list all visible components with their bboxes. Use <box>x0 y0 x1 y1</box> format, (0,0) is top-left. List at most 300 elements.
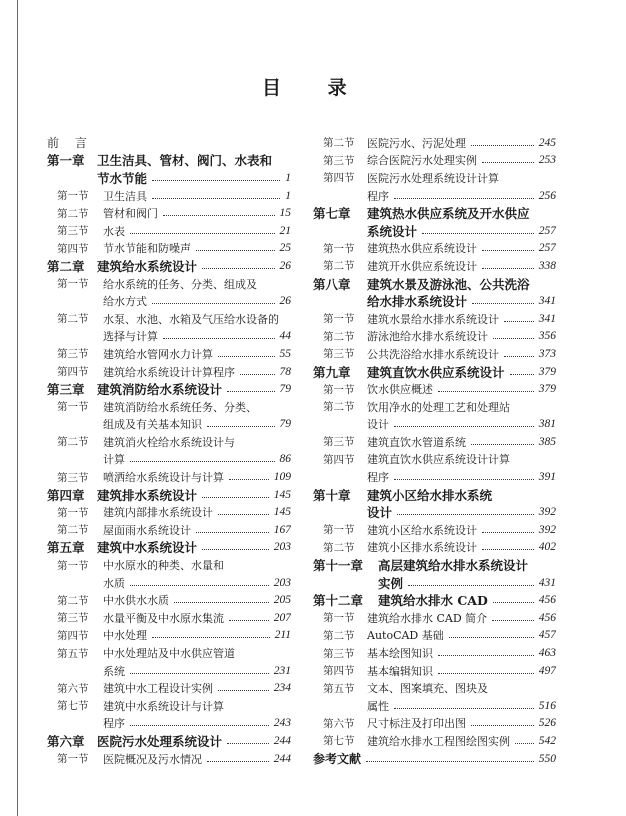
toc-line <box>313 222 556 240</box>
entry-title: 医院污水处理系统设计 <box>97 733 223 749</box>
toc-section-entry <box>313 169 556 204</box>
entry-title: 建筑水景及游泳池、公共洗浴 <box>367 276 530 292</box>
chapter-number: 第四章 <box>47 487 85 503</box>
toc-line <box>47 257 291 275</box>
toc-line <box>313 679 556 697</box>
toc-line <box>47 697 291 715</box>
entry-title: 医院污水处理系统设计计算 <box>367 171 499 185</box>
page-number: 203 <box>273 576 291 589</box>
toc-section-entry <box>47 521 291 539</box>
dot-leader <box>471 145 534 146</box>
toc-line <box>313 257 556 275</box>
page-number: 26 <box>279 295 291 308</box>
page-number: 381 <box>538 418 556 431</box>
chapter-number: 第十章 <box>313 487 351 503</box>
entry-title: 高层建筑给水排水系统设计 <box>378 558 529 574</box>
section-number: 第一节 <box>57 278 89 291</box>
toc-line <box>313 187 556 205</box>
toc-line <box>313 627 556 645</box>
dot-leader <box>202 549 269 550</box>
toc-chapter-entry <box>313 556 556 591</box>
page-number: 402 <box>538 541 556 554</box>
toc-line <box>47 627 291 645</box>
entry-title: 屋面雨水系统设计 <box>103 523 191 537</box>
dot-leader <box>229 479 269 480</box>
dot-leader <box>229 620 269 621</box>
toc-section-entry <box>313 539 556 557</box>
section-number: 第四节 <box>323 665 355 678</box>
page-number: 1 <box>285 171 291 184</box>
toc-column <box>313 134 556 767</box>
dot-leader <box>422 233 534 234</box>
toc-section-entry <box>313 345 556 363</box>
section-number: 第三节 <box>57 471 89 484</box>
entry-title: 建筑直饮水管道系统 <box>367 435 466 449</box>
dot-leader <box>438 655 534 656</box>
toc-line <box>313 732 556 750</box>
chapter-number: 第八章 <box>313 276 351 292</box>
dot-leader <box>202 268 274 269</box>
toc-section-entry <box>313 715 556 733</box>
dot-leader <box>504 356 534 357</box>
page-number: 391 <box>538 471 556 484</box>
page-number: 456 <box>538 594 556 607</box>
dot-leader <box>152 180 280 181</box>
toc-section-entry <box>313 134 556 152</box>
toc-line <box>313 134 556 152</box>
toc-section-entry <box>313 732 556 750</box>
toc-section-entry <box>47 644 291 679</box>
entry-title: 尺寸标注及打印出图 <box>367 717 466 731</box>
dot-leader <box>152 637 270 638</box>
page-number: 341 <box>538 312 556 325</box>
section-number: 第七节 <box>323 735 355 748</box>
dot-leader <box>482 268 534 269</box>
toc-line <box>47 662 291 680</box>
entry-title: AutoCAD 基础 <box>367 629 444 643</box>
entry-title: 设计 <box>367 505 393 521</box>
page-number: 1 <box>285 189 291 202</box>
dot-leader <box>397 514 534 515</box>
entry-title: 医院污水、污泥处理 <box>367 136 466 150</box>
scan-edge-line <box>17 0 18 816</box>
page-number: 356 <box>538 330 556 343</box>
toc-line <box>313 345 556 363</box>
toc-line <box>47 556 291 574</box>
page-number: 44 <box>279 330 291 343</box>
page-number: 205 <box>273 594 291 607</box>
entry-title: 系统 <box>103 664 125 678</box>
entry-title: 水表 <box>103 224 125 238</box>
toc-section-entry <box>313 521 556 539</box>
toc-line <box>47 292 291 310</box>
toc-line <box>47 574 291 592</box>
toc-line <box>47 433 291 451</box>
section-number: 第一节 <box>57 506 89 519</box>
toc-section-entry <box>313 662 556 680</box>
dot-leader <box>394 479 534 480</box>
toc-line <box>313 609 556 627</box>
toc-section-entry <box>47 310 291 345</box>
entry-title: 建筑消火栓给水系统设计与 <box>103 435 235 449</box>
toc-line <box>47 732 291 750</box>
dot-leader <box>438 391 534 392</box>
toc-line <box>313 416 556 434</box>
toc-chapter-entry <box>47 380 291 398</box>
dot-leader <box>130 585 269 586</box>
section-number: 第四节 <box>57 366 89 379</box>
toc-line <box>313 433 556 451</box>
page-number: 55 <box>279 347 291 360</box>
dot-leader <box>152 303 275 304</box>
section-number: 第三节 <box>57 612 89 625</box>
entry-title: 中水供水水质 <box>103 594 169 608</box>
section-number: 第五节 <box>323 682 355 695</box>
toc-chapter-entry <box>47 539 291 557</box>
dot-leader <box>493 602 534 603</box>
front-matter-label: 前 言 <box>47 136 93 151</box>
section-number: 第三节 <box>323 647 355 660</box>
entry-title: 建筑小区给水系统设计 <box>367 523 477 537</box>
entry-title: 公共洗浴给水排水系统设计 <box>367 347 499 361</box>
toc-line <box>313 503 556 521</box>
section-number: 第一节 <box>57 559 89 572</box>
dot-leader <box>366 761 534 762</box>
entry-title: 建筑内部排水系统设计 <box>103 506 213 520</box>
dot-leader <box>130 233 275 234</box>
toc-line <box>313 486 556 504</box>
dot-leader <box>218 690 269 691</box>
toc-line <box>47 169 291 187</box>
toc-line <box>313 310 556 328</box>
entry-title: 建筑热水供应系统及开水供应 <box>367 206 530 222</box>
section-number: 第三节 <box>323 154 355 167</box>
chapter-number: 第十一章 <box>313 558 364 574</box>
section-number: 第三节 <box>323 436 355 449</box>
section-number: 第六节 <box>57 682 89 695</box>
page-number: 145 <box>273 506 291 519</box>
toc-line <box>313 662 556 680</box>
toc-section-entry <box>313 644 556 662</box>
dot-leader <box>163 215 275 216</box>
entry-title: 中水处理 <box>103 629 147 643</box>
chapter-number: 第六章 <box>47 733 85 749</box>
dot-leader <box>492 620 534 621</box>
dot-leader <box>218 514 269 515</box>
page-number: 78 <box>279 365 291 378</box>
toc-line <box>313 275 556 293</box>
page-number: 338 <box>538 259 556 272</box>
toc-line <box>313 750 556 768</box>
page-number: 392 <box>538 523 556 536</box>
toc-chapter-entry <box>47 257 291 275</box>
toc-line <box>47 503 291 521</box>
entry-title: 建筑排水系统设计 <box>97 487 198 503</box>
section-number: 第二节 <box>57 436 89 449</box>
toc-line <box>47 152 291 170</box>
dot-leader <box>471 725 534 726</box>
chapter-number: 第十二章 <box>313 593 364 609</box>
entry-title: 建筑中水系统设计与计算 <box>103 699 224 713</box>
section-number: 第三节 <box>57 348 89 361</box>
toc-line <box>313 152 556 170</box>
entry-title: 喷洒给水系统设计与计算 <box>103 471 224 485</box>
entry-title: 选择与计算 <box>103 330 158 344</box>
toc-line <box>313 398 556 416</box>
section-number: 第二节 <box>323 401 355 414</box>
page-number: 379 <box>538 383 556 396</box>
entry-title: 建筑直饮水供应系统设计 <box>367 364 505 380</box>
dot-leader <box>493 338 534 339</box>
section-number: 第一节 <box>323 313 355 326</box>
page-number: 542 <box>538 734 556 747</box>
entry-title: 基本绘图知识 <box>367 647 433 661</box>
entry-title: 建筑消防给水系统设计 <box>97 382 223 398</box>
toc-section-entry <box>313 398 556 433</box>
entry-title: 节水节能和防噪声 <box>103 242 191 256</box>
entry-title: 中水原水的种类、水量和 <box>103 559 224 573</box>
references-label: 参考文献 <box>313 752 362 767</box>
entry-title: 水量平衡及中水原水集流 <box>103 611 224 625</box>
entry-title: 水泵、水池、水箱及气压给水设备的 <box>103 312 279 326</box>
dot-leader <box>152 198 280 199</box>
dot-leader <box>482 532 534 533</box>
toc-chapter-entry <box>313 486 556 521</box>
dot-leader <box>207 426 275 427</box>
page-number: 516 <box>538 699 556 712</box>
section-number: 第二节 <box>57 313 89 326</box>
toc-section-entry <box>47 556 291 591</box>
chapter-number: 第九章 <box>313 364 351 380</box>
toc-section-entry <box>313 257 556 275</box>
toc-chapter-entry <box>313 204 556 239</box>
toc-section-entry <box>313 152 556 170</box>
page-number: 26 <box>279 259 291 272</box>
entry-title: 综合医院污水处理实例 <box>367 154 477 168</box>
section-number: 第一节 <box>57 753 89 766</box>
toc-section-entry <box>47 591 291 609</box>
page-number: 109 <box>273 471 291 484</box>
dot-leader <box>174 602 269 603</box>
dot-leader <box>482 162 534 163</box>
entry-title: 系统设计 <box>367 223 418 239</box>
page-number: 341 <box>538 295 556 308</box>
page-number: 550 <box>538 752 556 765</box>
entry-title: 属性 <box>367 699 389 713</box>
section-number: 第四节 <box>57 629 89 642</box>
toc-section-entry <box>313 380 556 398</box>
entry-title: 水质 <box>103 576 125 590</box>
entry-title: 给水系统的任务、分类、组成及 <box>103 277 257 291</box>
toc-line <box>47 328 291 346</box>
toc-line <box>47 310 291 328</box>
toc-line <box>47 451 291 469</box>
toc-line <box>47 134 291 152</box>
page-number: 79 <box>279 383 291 396</box>
section-number: 第三节 <box>323 348 355 361</box>
toc-line <box>313 363 556 381</box>
entry-title: 设计 <box>367 418 389 432</box>
section-number: 第二节 <box>323 541 355 554</box>
toc-section-entry <box>47 433 291 468</box>
dot-leader <box>227 391 274 392</box>
dot-leader <box>504 321 534 322</box>
toc-line <box>313 328 556 346</box>
entry-title: 管材和阀门 <box>103 207 158 221</box>
page-number: 145 <box>273 488 291 501</box>
section-number: 第二节 <box>323 260 355 273</box>
toc-line <box>47 679 291 697</box>
page-number: 456 <box>538 611 556 624</box>
entry-title: 实例 <box>378 575 404 591</box>
page-number: 167 <box>273 523 291 536</box>
toc-chapter-entry <box>47 152 291 187</box>
dot-leader <box>471 444 534 445</box>
page-number: 231 <box>273 664 291 677</box>
section-number: 第四节 <box>57 242 89 255</box>
section-number: 第一节 <box>323 524 355 537</box>
toc-line <box>47 204 291 222</box>
page-number: 463 <box>538 647 556 660</box>
entry-title: 节水节能 <box>97 170 148 186</box>
page-number: 86 <box>279 453 291 466</box>
dot-leader <box>394 198 534 199</box>
toc-section-entry <box>313 328 556 346</box>
page-number: 256 <box>538 189 556 202</box>
toc-line <box>313 715 556 733</box>
page-number: 385 <box>538 435 556 448</box>
entry-title: 医院概况及污水情况 <box>103 752 202 766</box>
chapter-number: 第七章 <box>313 206 351 222</box>
page-number: 257 <box>538 224 556 237</box>
dot-leader <box>408 585 534 586</box>
entry-title: 建筑给水管网水力计算 <box>103 347 213 361</box>
entry-title: 饮水供应概述 <box>367 383 433 397</box>
toc-chapter-entry <box>47 486 291 504</box>
dot-leader <box>207 761 269 762</box>
entry-title: 程序 <box>367 471 389 485</box>
section-number: 第二节 <box>323 330 355 343</box>
page-number: 431 <box>538 576 556 589</box>
entry-title: 卫生洁具 <box>103 189 147 203</box>
toc-line <box>47 187 291 205</box>
toc-line <box>47 591 291 609</box>
toc-line <box>47 486 291 504</box>
dot-leader <box>202 497 269 498</box>
entry-title: 建筑给水系统设计计算程序 <box>103 365 235 379</box>
toc-line <box>47 345 291 363</box>
toc-section-entry <box>47 275 291 310</box>
chapter-number: 第二章 <box>47 258 85 274</box>
section-number: 第二节 <box>57 207 89 220</box>
toc-chapter-entry <box>313 363 556 381</box>
entry-title: 基本编辑知识 <box>367 664 433 678</box>
toc-line <box>313 539 556 557</box>
section-number: 第二节 <box>57 524 89 537</box>
toc-section-entry <box>47 503 291 521</box>
entry-title: 卫生洁具、管材、阀门、水表和 <box>97 153 273 169</box>
entry-title: 建筑给水排水工程图绘图实例 <box>367 734 510 748</box>
toc-line <box>313 697 556 715</box>
dot-leader <box>130 461 275 462</box>
toc-line <box>47 275 291 293</box>
section-number: 第二节 <box>323 629 355 642</box>
toc-line <box>313 292 556 310</box>
page-number: 243 <box>273 717 291 730</box>
section-number: 第二节 <box>57 594 89 607</box>
page-number: 244 <box>273 734 291 747</box>
page-title: 目 录 <box>262 77 367 99</box>
toc-section-entry <box>47 345 291 363</box>
toc-section-entry <box>313 310 556 328</box>
toc-chapter-entry <box>47 732 291 750</box>
section-number: 第六节 <box>323 717 355 730</box>
dot-leader <box>130 673 269 674</box>
toc-section-entry <box>313 679 556 714</box>
page-number: 392 <box>538 506 556 519</box>
toc-section-entry <box>47 204 291 222</box>
entry-title: 建筑中水工程设计实例 <box>103 682 213 696</box>
page-number: 253 <box>538 154 556 167</box>
page-number: 244 <box>273 752 291 765</box>
page-number: 15 <box>279 207 291 220</box>
dot-leader <box>510 374 534 375</box>
page-number: 373 <box>538 347 556 360</box>
toc-line <box>47 715 291 733</box>
dot-leader <box>515 743 534 744</box>
toc-line <box>47 240 291 258</box>
toc-line <box>47 539 291 557</box>
page-number: 25 <box>279 242 291 255</box>
toc-line <box>313 169 556 187</box>
section-number: 第一节 <box>57 190 89 203</box>
toc-section-entry <box>313 627 556 645</box>
page-number: 21 <box>279 224 291 237</box>
toc-line <box>47 750 291 768</box>
page-number: 457 <box>538 629 556 642</box>
toc-line <box>47 416 291 434</box>
dot-leader <box>394 708 534 709</box>
toc-section-entry <box>47 697 291 732</box>
page-number: 245 <box>538 136 556 149</box>
page-number: 207 <box>273 611 291 624</box>
entry-title: 文本、图案填充、图块及 <box>367 682 488 696</box>
dot-leader <box>196 532 269 533</box>
dot-leader <box>227 743 269 744</box>
toc-section-entry <box>47 750 291 768</box>
chapter-number: 第五章 <box>47 540 85 556</box>
toc-line <box>313 556 556 574</box>
page-number: 234 <box>273 682 291 695</box>
dot-leader <box>394 426 534 427</box>
section-number: 第五节 <box>57 647 89 660</box>
entry-title: 程序 <box>367 189 389 203</box>
section-number: 第二节 <box>323 137 355 150</box>
entry-title: 建筑开水供应系统设计 <box>367 259 477 273</box>
entry-title: 建筑给水排水 CAD 简介 <box>367 611 488 625</box>
section-number: 第三节 <box>57 225 89 238</box>
toc-line <box>47 363 291 381</box>
dot-leader <box>240 374 275 375</box>
entry-title: 建筑消防给水系统任务、分类、 <box>103 400 257 414</box>
toc-section-entry <box>47 468 291 486</box>
page-number: 79 <box>279 418 291 431</box>
entry-title: 程序 <box>103 717 125 731</box>
entry-title: 饮用净水的处理工艺和处理站 <box>367 400 510 414</box>
entry-title: 建筑小区给水排水系统 <box>367 487 493 503</box>
entry-title: 组成及有关基本知识 <box>103 418 202 432</box>
page-number: 379 <box>538 365 556 378</box>
